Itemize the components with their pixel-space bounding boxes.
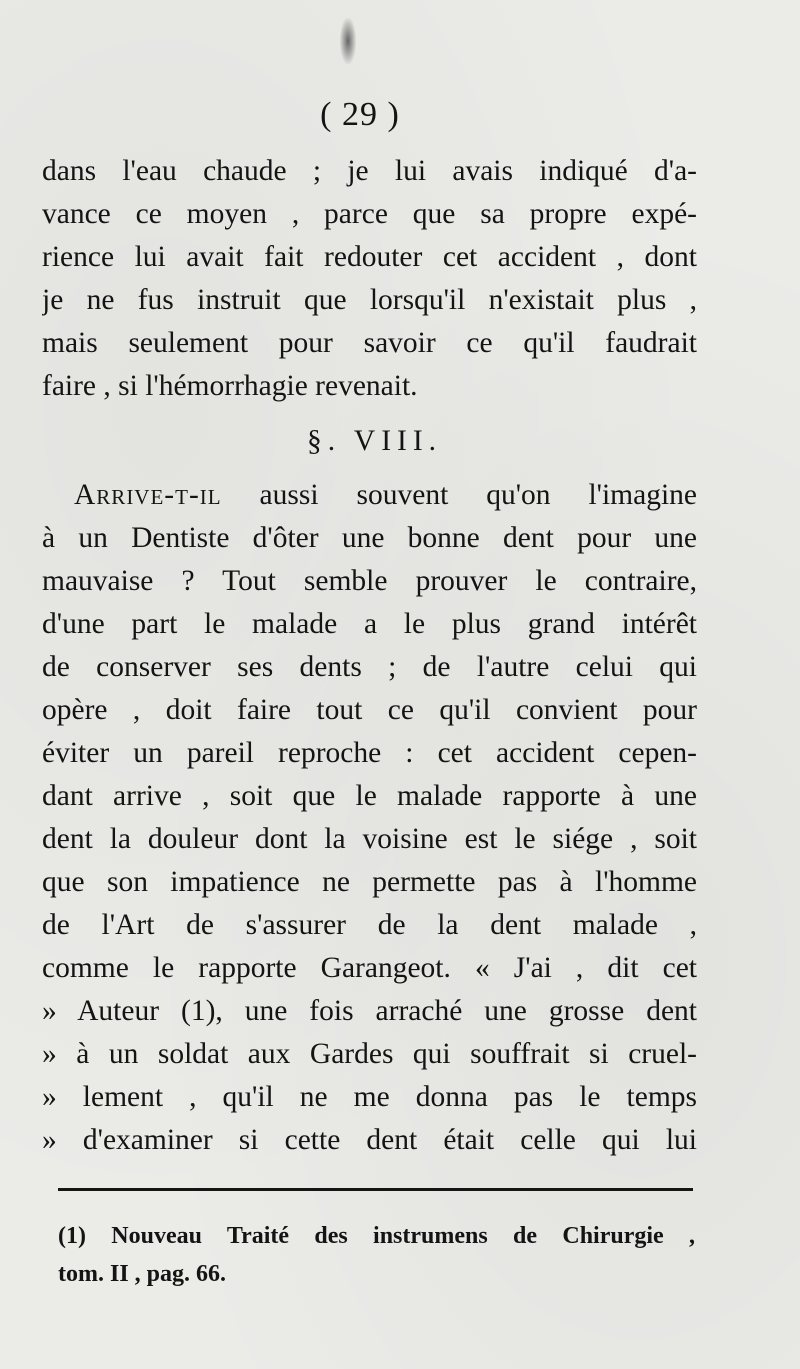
lead-in-small-caps: Arrive-t-il	[74, 479, 222, 511]
text-line: de conserver ses dents ; de l'autre celui qui	[42, 651, 697, 683]
text-line: que son impatience ne permette pas à l'homme	[42, 866, 697, 898]
footnotes	[58, 1217, 695, 1293]
body-text	[42, 150, 697, 1162]
paragraph-2	[42, 474, 697, 1162]
text-line: » d'examiner si cette dent était celle qui lui	[42, 1124, 697, 1156]
text-line: dant arrive , soit que le malade rapporte à une	[42, 780, 697, 812]
section-heading: §. VIII.	[306, 425, 443, 457]
footnote-line: tom. II , pag. 66.	[58, 1261, 227, 1287]
text-line: rience lui avait fait redouter cet accident , dont	[42, 241, 697, 273]
text-line: » Auteur (1), une fois arraché une grosse dent	[42, 995, 697, 1027]
text-line: dans l'eau chaude ; je lui avais indiqué d'a-	[42, 155, 697, 187]
binding-stain	[340, 18, 356, 64]
text-line: faire , si l'hémorrhagie revenait.	[42, 370, 418, 402]
text-line-first	[42, 474, 697, 517]
text-line: opère , doit faire tout ce qu'il convient pour	[42, 694, 697, 726]
text-line: éviter un pareil reproche : cet accident cepen-	[42, 737, 697, 769]
text-line: je ne fus instruit que lorsqu'il n'existait plus ,	[42, 284, 697, 316]
footnote-rule	[58, 1188, 693, 1191]
paragraph-1	[42, 150, 697, 408]
text-line: comme le rapporte Garangeot. « J'ai , dit cet	[42, 952, 697, 984]
text-line: » à un soldat aux Gardes qui souffrait si cruel-	[42, 1038, 697, 1070]
lead-in-rest: aussi souvent qu'on l'imagine	[221, 479, 697, 511]
text-line: dent la douleur dont la voisine est le siége , soit	[42, 823, 697, 855]
text-line: de l'Art de s'assurer de la dent malade ,	[42, 909, 697, 941]
text-line: mais seulement pour savoir ce qu'il faudrait	[42, 327, 697, 359]
text-line: » lement , qu'il ne me donna pas le temps	[42, 1081, 697, 1113]
page-number: ( 29 )	[320, 96, 400, 133]
text-line: d'une part le malade a le plus grand intérêt	[42, 608, 697, 640]
footnote-line: (1) Nouveau Traité des instrumens de Chirurgie ,	[58, 1223, 695, 1249]
text-line: à un Dentiste d'ôter une bonne dent pour une	[42, 522, 697, 554]
text-line: mauvaise ? Tout semble prouver le contraire,	[42, 565, 697, 597]
text-line: vance ce moyen , parce que sa propre expé-	[42, 198, 697, 230]
